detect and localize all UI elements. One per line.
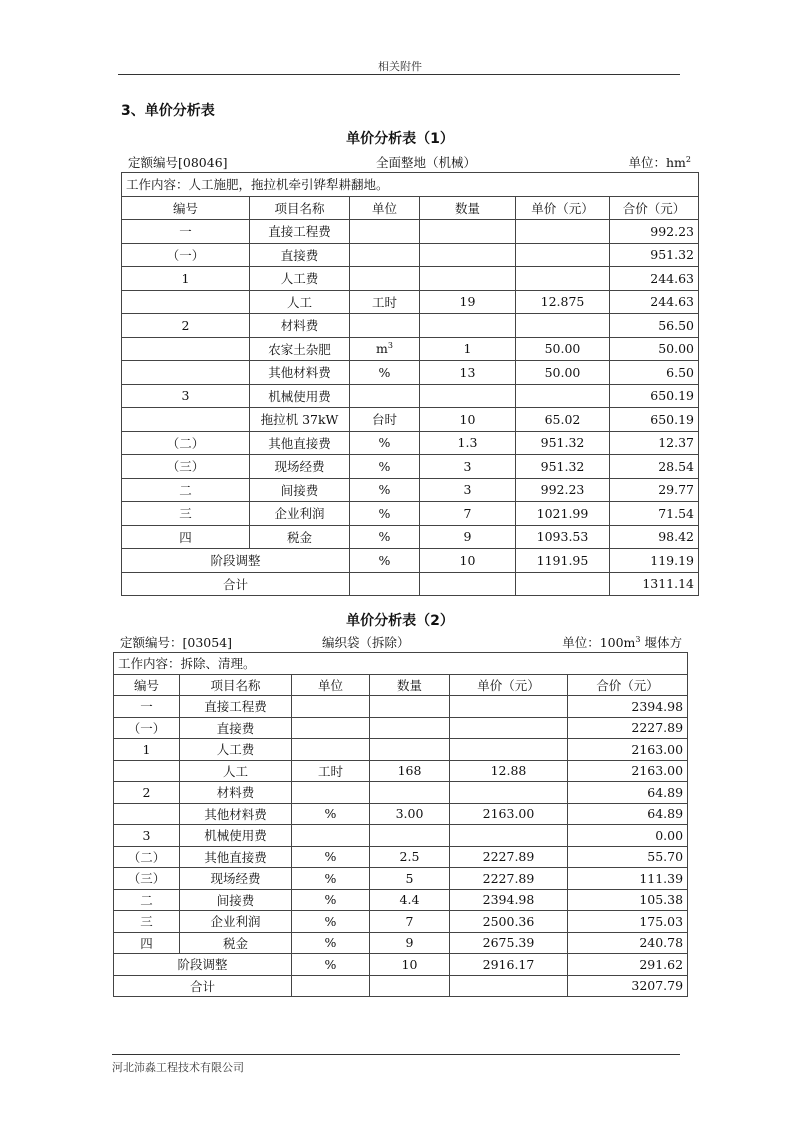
column-header: 单价（元） [516,196,610,220]
item-qty: 3.00 [370,803,450,825]
item-no: 2 [114,782,180,804]
item-total: 12.37 [610,431,699,455]
item-price: 2163.00 [450,803,568,825]
item-total: 992.23 [610,220,699,244]
item-qty [420,384,516,408]
item-unit-text: % [324,849,337,865]
item-total: 240.78 [568,932,688,954]
item-name: 机械使用费 [180,825,292,847]
table-row [122,361,699,385]
stage-adjust-qty: 10 [370,954,450,976]
item-unit-text: % [378,505,391,521]
table-row [122,243,699,267]
item-unit-text: % [378,482,391,498]
item-price: 1093.53 [516,525,610,549]
item-total: 98.42 [610,525,699,549]
item-price [450,739,568,761]
item-no: （一） [114,717,180,739]
item-unit [350,408,420,432]
sum-label: 合计 [122,572,350,596]
item-price [450,825,568,847]
table2-unit-sup: 3 [635,634,641,644]
item-total: 951.32 [610,243,699,267]
stage-adjust-unit: % [350,549,420,573]
item-price: 50.00 [516,337,610,361]
item-unit [350,478,420,502]
item-total: 64.89 [568,782,688,804]
stage-adjust-label: 阶段调整 [114,954,292,976]
item-unit [350,337,420,361]
item-price [516,220,610,244]
item-price: 951.32 [516,431,610,455]
item-no: 一 [114,696,180,718]
item-name: 人工 [180,760,292,782]
item-price [516,267,610,291]
sum-total: 1311.14 [610,572,699,596]
item-no: 三 [114,911,180,933]
sum-empty-qty [370,975,450,997]
table-row [114,846,688,868]
column-header: 项目名称 [180,674,292,696]
item-unit-sup: 3 [387,341,393,351]
item-name: 其他材料费 [250,361,350,385]
column-header: 项目名称 [250,196,350,220]
item-unit [350,502,420,526]
item-no: 三 [122,502,250,526]
table-row [122,431,699,455]
item-unit [350,455,420,479]
item-no [122,408,250,432]
item-name: 农家土杂肥 [250,337,350,361]
table-row [114,717,688,739]
table1-item-name: 全面整地（机械） [376,155,477,170]
table-row [122,220,699,244]
item-total: 2394.98 [568,696,688,718]
item-unit [350,384,420,408]
item-qty: 1 [420,337,516,361]
table-row [114,782,688,804]
item-total: 29.77 [610,478,699,502]
sum-empty-price [516,572,610,596]
item-total: 6.50 [610,361,699,385]
item-qty [370,782,450,804]
unit-price-table-2 [113,652,688,997]
column-header: 编号 [114,674,180,696]
column-header: 编号 [122,196,250,220]
item-no [122,337,250,361]
table2-title: 单价分析表（2） [346,613,454,629]
sum-total: 3207.79 [568,975,688,997]
item-name: 材料费 [180,782,292,804]
sum-empty-price [450,975,568,997]
item-total: 244.63 [610,267,699,291]
sum-row [122,572,699,596]
item-no: （一） [122,243,250,267]
item-unit-text: % [324,892,337,908]
item-name: 其他材料费 [180,803,292,825]
item-total: 64.89 [568,803,688,825]
item-price: 992.23 [516,478,610,502]
table-row [122,502,699,526]
item-unit [292,760,370,782]
item-name: 税金 [250,525,350,549]
item-unit [350,290,420,314]
table-row [122,408,699,432]
table-row [122,290,699,314]
item-price: 2500.36 [450,911,568,933]
item-price: 65.02 [516,408,610,432]
stage-adjust-row [122,549,699,573]
item-unit [292,868,370,890]
table-row [114,739,688,761]
item-no: （三） [122,455,250,479]
item-name: 间接费 [250,478,350,502]
table1-unit-sup: 2 [685,154,691,164]
item-unit-text: % [324,806,337,822]
table1-unit-base: hm [666,155,686,170]
table-row [122,455,699,479]
header-row [114,674,688,696]
item-no: 一 [122,220,250,244]
item-unit-text: % [324,913,337,929]
item-total: 71.54 [610,502,699,526]
item-unit-text: % [378,458,391,474]
item-price [516,384,610,408]
table-row [114,889,688,911]
item-qty: 9 [420,525,516,549]
unit-price-table-1 [121,172,699,596]
table-row [114,932,688,954]
item-name: 直接费 [250,243,350,267]
item-qty: 5 [370,868,450,890]
item-qty: 4.4 [370,889,450,911]
stage-adjust-label: 阶段调整 [122,549,350,573]
page-header: 相关附件 [378,60,422,73]
table-row [114,803,688,825]
sum-empty-unit [292,975,370,997]
stage-adjust-total: 119.19 [610,549,699,573]
stage-adjust-total: 291.62 [568,954,688,976]
table2-unit-tail: 堰体方 [640,635,682,650]
item-unit [292,803,370,825]
table-row [114,696,688,718]
column-header: 单价（元） [450,674,568,696]
item-unit [292,717,370,739]
item-unit [292,739,370,761]
item-unit [292,932,370,954]
item-total: 244.63 [610,290,699,314]
item-name: 企业利润 [250,502,350,526]
item-total: 111.39 [568,868,688,890]
item-price [516,243,610,267]
section-title: 3、单价分析表 [121,103,215,119]
item-price: 50.00 [516,361,610,385]
item-unit [292,825,370,847]
item-price: 12.875 [516,290,610,314]
item-total: 0.00 [568,825,688,847]
table-row [122,525,699,549]
item-unit [350,314,420,338]
item-unit [292,911,370,933]
item-no: 四 [114,932,180,954]
item-qty: 2.5 [370,846,450,868]
item-qty: 3 [420,478,516,502]
item-price: 2227.89 [450,868,568,890]
item-no: 二 [122,478,250,502]
item-qty [370,717,450,739]
item-unit-text: 工时 [371,294,397,310]
item-no: 1 [122,267,250,291]
item-name: 人工费 [180,739,292,761]
item-name: 现场经费 [180,868,292,890]
item-total: 28.54 [610,455,699,479]
table1-title: 单价分析表（1） [346,131,454,147]
item-no: 1 [114,739,180,761]
item-unit-text: % [324,935,337,951]
header-rule [118,74,680,75]
item-no: 3 [122,384,250,408]
item-qty [370,825,450,847]
table1-unit [628,153,691,171]
table-row [114,868,688,890]
item-total: 105.38 [568,889,688,911]
item-qty [420,243,516,267]
column-header: 单位 [292,674,370,696]
footer-rule [112,1054,680,1055]
item-qty: 7 [420,502,516,526]
item-total: 2163.00 [568,739,688,761]
table2-quota-no: 定额编号：[03054] [120,635,233,650]
item-price: 1021.99 [516,502,610,526]
item-unit [292,782,370,804]
item-qty [420,314,516,338]
item-unit-text: % [378,435,391,451]
item-unit-text: % [324,870,337,886]
table-row [114,760,688,782]
item-price [450,717,568,739]
item-unit [350,431,420,455]
item-qty: 9 [370,932,450,954]
item-qty: 13 [420,361,516,385]
column-header: 数量 [370,674,450,696]
item-unit [350,525,420,549]
item-name: 直接工程费 [180,696,292,718]
item-qty [370,696,450,718]
item-price: 2227.89 [450,846,568,868]
table2-item-name: 编织袋（拆除） [322,635,410,650]
item-unit [350,220,420,244]
table2-unit [562,633,682,651]
sum-empty-unit [350,572,420,596]
item-qty: 7 [370,911,450,933]
item-unit [292,696,370,718]
table-row [122,384,699,408]
column-header: 合价（元） [610,196,699,220]
item-name: 直接费 [180,717,292,739]
item-total: 650.19 [610,384,699,408]
stage-adjust-row [114,954,688,976]
table-row [122,478,699,502]
table1-quota-no: 定额编号[08046] [128,155,228,170]
item-no: 3 [114,825,180,847]
item-total: 650.19 [610,408,699,432]
item-unit [350,243,420,267]
item-unit [350,267,420,291]
table1-meta [128,153,691,171]
work-content: 工作内容：拆除、清理。 [114,653,688,675]
item-unit-text: 台时 [371,412,397,428]
stage-adjust-price: 1191.95 [516,549,610,573]
header-row [122,196,699,220]
table2-meta [120,633,682,651]
item-no [114,760,180,782]
item-unit [350,361,420,385]
item-name: 税金 [180,932,292,954]
table1-unit-label: 单位： [628,155,666,170]
item-qty: 19 [420,290,516,314]
item-total: 2163.00 [568,760,688,782]
item-total: 2227.89 [568,717,688,739]
table-row [122,337,699,361]
item-price [516,314,610,338]
item-price: 951.32 [516,455,610,479]
item-unit-text: 工时 [317,763,343,779]
sum-row [114,975,688,997]
work-content-row [114,653,688,675]
item-price: 12.88 [450,760,568,782]
item-price [450,782,568,804]
stage-adjust-unit: % [292,954,370,976]
table2-unit-label: 单位： [562,635,600,650]
item-total: 55.70 [568,846,688,868]
sum-empty-qty [420,572,516,596]
stage-adjust-price: 2916.17 [450,954,568,976]
item-price: 2675.39 [450,932,568,954]
item-no: 四 [122,525,250,549]
footer-company: 河北沛淼工程技术有限公司 [112,1061,244,1074]
stage-adjust-qty: 10 [420,549,516,573]
column-header: 单位 [350,196,420,220]
item-no: 二 [114,889,180,911]
item-price: 2394.98 [450,889,568,911]
item-no [122,361,250,385]
item-no [122,290,250,314]
item-unit-text: % [378,529,391,545]
item-no: （三） [114,868,180,890]
item-unit [292,889,370,911]
item-qty: 3 [420,455,516,479]
item-name: 直接工程费 [250,220,350,244]
table-row [114,911,688,933]
item-name: 机械使用费 [250,384,350,408]
item-unit [292,846,370,868]
column-header: 数量 [420,196,516,220]
item-qty: 10 [420,408,516,432]
sum-label: 合计 [114,975,292,997]
item-price [450,696,568,718]
column-header: 合价（元） [568,674,688,696]
work-content: 工作内容：人工施肥，拖拉机牵引铧犁耕翻地。 [122,173,699,197]
item-total: 50.00 [610,337,699,361]
item-total: 175.03 [568,911,688,933]
item-qty: 168 [370,760,450,782]
item-name: 企业利润 [180,911,292,933]
item-no: 2 [122,314,250,338]
item-qty [420,267,516,291]
table-row [122,267,699,291]
table2-unit-base: 100m [599,635,636,650]
item-no: （二） [114,846,180,868]
item-name: 间接费 [180,889,292,911]
item-name: 现场经费 [250,455,350,479]
table-row [114,825,688,847]
work-content-row [122,173,699,197]
item-name: 材料费 [250,314,350,338]
item-no [114,803,180,825]
item-unit-text: m [376,341,388,357]
item-name: 其他直接费 [250,431,350,455]
item-name: 拖拉机 37kW [250,408,350,432]
item-name: 其他直接费 [180,846,292,868]
item-no: （二） [122,431,250,455]
item-qty [370,739,450,761]
item-name: 人工 [250,290,350,314]
table-row [122,314,699,338]
item-qty [420,220,516,244]
item-qty: 1.3 [420,431,516,455]
item-unit-text: % [378,364,391,380]
item-total: 56.50 [610,314,699,338]
item-name: 人工费 [250,267,350,291]
